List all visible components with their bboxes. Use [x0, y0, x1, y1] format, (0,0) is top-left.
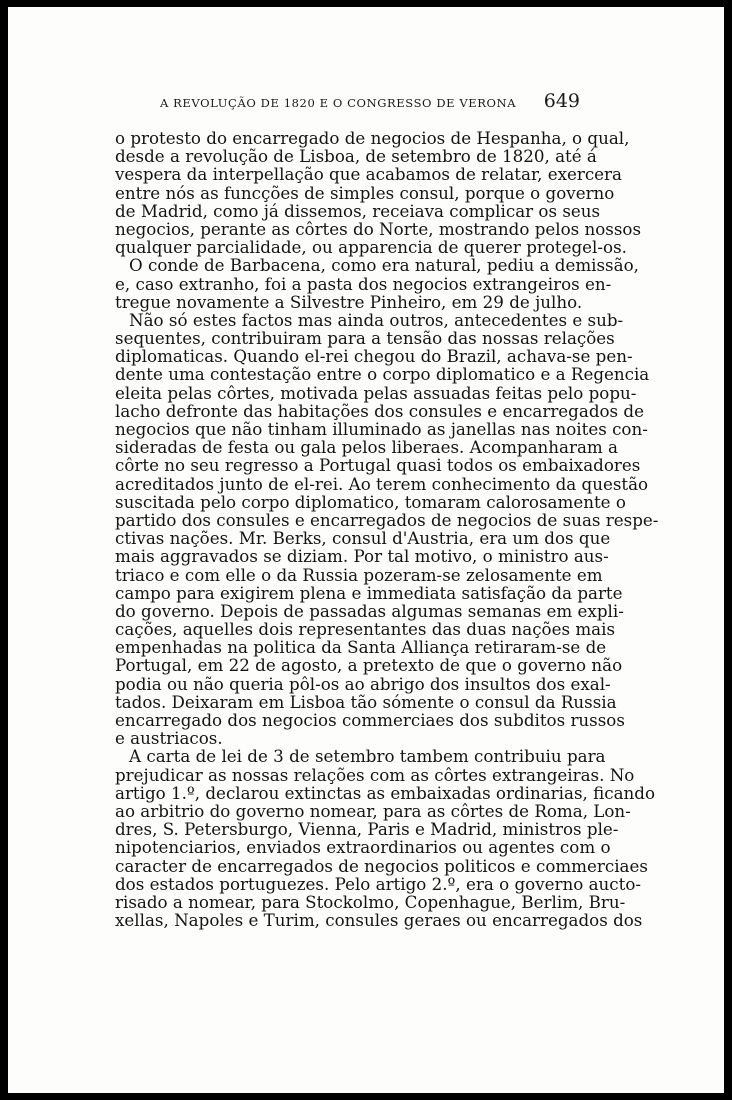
text-line: vespera da interpellação que acabamos de relatar, exercera	[115, 164, 622, 185]
text-line: entre nós as funcções de simples consul, porque o governo	[115, 182, 615, 203]
text-line: diplomaticas. Quando el-rei chegou do Brazil, achava-se pen-	[115, 346, 633, 367]
text-line: tados. Deixaram em Lisboa tão sómente o consul da Russia	[115, 691, 617, 712]
text-line: A carta de lei de 3 de setembro tambem contribuiu para	[129, 746, 606, 767]
text-line: artigo 1.º, declarou extinctas as embaixadas ordinarias, ficando	[115, 782, 656, 803]
text-line: xellas, Napoles e Turim, consules geraes ou encarregados dos	[115, 910, 643, 931]
text-line: o protesto do encarregado de negocios de Hespanha, o qual,	[115, 128, 630, 148]
text-line: lacho defronte das habitações dos consules e encarregados de	[115, 400, 644, 421]
text-line: podia ou não queria pôl-os ao abrigo dos insultos dos exal-	[115, 673, 611, 694]
text-line: dos estados portuguezes. Pelo artigo 2.º, era o governo aucto-	[115, 873, 642, 894]
text-line: qualquer parcialidade, ou apparencia de querer protegel-os.	[115, 237, 627, 258]
body-text	[115, 128, 659, 931]
text-line: e, caso extranho, foi a pasta dos negocios extrangeiros en-	[115, 273, 612, 294]
text-line: suscitada pelo corpo diplomatico, tomaram calorosamente o	[115, 491, 626, 512]
text-line: sideradas de festa ou gala pelos liberaes. Acompanharam a	[115, 437, 619, 458]
book-page	[8, 7, 724, 1093]
text-line: dres, S. Petersburgo, Vienna, Paris e Madrid, ministros ple-	[115, 819, 619, 840]
text-line: sequentes, contribuiram para a tensão das nossas relações	[115, 328, 615, 349]
running-title: A REVOLUÇÃO DE 1820 E O CONGRESSO DE VERONA	[160, 96, 517, 110]
page-number: 649	[543, 90, 580, 112]
text-line: desde a revolução de Lisboa, de setembro de 1820, até á	[115, 146, 597, 167]
text-line: cações, aquelles dois representantes das duas nações mais	[115, 619, 616, 640]
text-line: eleita pelas côrtes, motivada pelas assuadas feitas pelo popu-	[115, 382, 637, 403]
text-line: e austriacos.	[115, 728, 223, 749]
text-line: ao arbitrio do governo nomear, para as côrtes de Roma, Lon-	[115, 800, 631, 821]
text-line: empenhadas na politica da Santa Alliança retiraram-se de	[115, 637, 607, 658]
text-line: prejudicar as nossas relações com as côrtes extrangeiras. No	[115, 764, 635, 785]
text-line: nipotenciarios, enviados extraordinarios ou agentes com o	[115, 837, 611, 858]
text-line: encarregado dos negocios commerciaes dos subditos russos	[115, 710, 625, 730]
text-line: côrte no seu regresso a Portugal quasi todos os embaixadores	[115, 455, 641, 476]
text-line: mais aggravados se diziam. Por tal motivo, o ministro aus-	[115, 546, 609, 567]
text-line: dente uma contestação entre o corpo diplomatico e a Regencia	[115, 364, 650, 385]
text-line: acreditados junto de el-rei. Ao terem conhecimento da questão	[115, 473, 649, 494]
text-line: de Madrid, como já dissemos, receiava complicar os seus	[115, 200, 601, 221]
text-line: tregue novamente a Silvestre Pinheiro, em 29 de julho.	[115, 291, 583, 312]
text-line: negocios, perante as côrtes do Norte, mostrando pelos nossos	[115, 218, 642, 239]
text-line: Não só estes factos mas ainda outros, antecedentes e sub-	[129, 309, 624, 330]
text-line: caracter de encarregados de negocios politicos e commerciaes	[115, 855, 648, 876]
text-line: Portugal, em 22 de agosto, a pretexto de que o governo não	[115, 655, 623, 676]
text-line: negocios que não tinham illuminado as janellas nas noites con-	[115, 419, 648, 439]
text-line: O conde de Barbacena, como era natural, pediu a demissão,	[129, 255, 639, 276]
text-line: partido dos consules e encarregados de negocios de suas respe-	[115, 509, 659, 530]
text-line: risado a nomear, para Stockolmo, Copenhague, Berlim, Bru-	[115, 891, 626, 912]
text-line: campo para exigirem plena e immediata satisfação da parte	[115, 582, 623, 603]
text-line: ctivas nações. Mr. Berks, consul d'Austria, era um dos que	[115, 528, 611, 549]
text-line: triaco e com elle o da Russia pozeram-se zelosamente em	[115, 564, 603, 585]
text-line: do governo. Depois de passadas algumas semanas em expli-	[115, 600, 624, 621]
